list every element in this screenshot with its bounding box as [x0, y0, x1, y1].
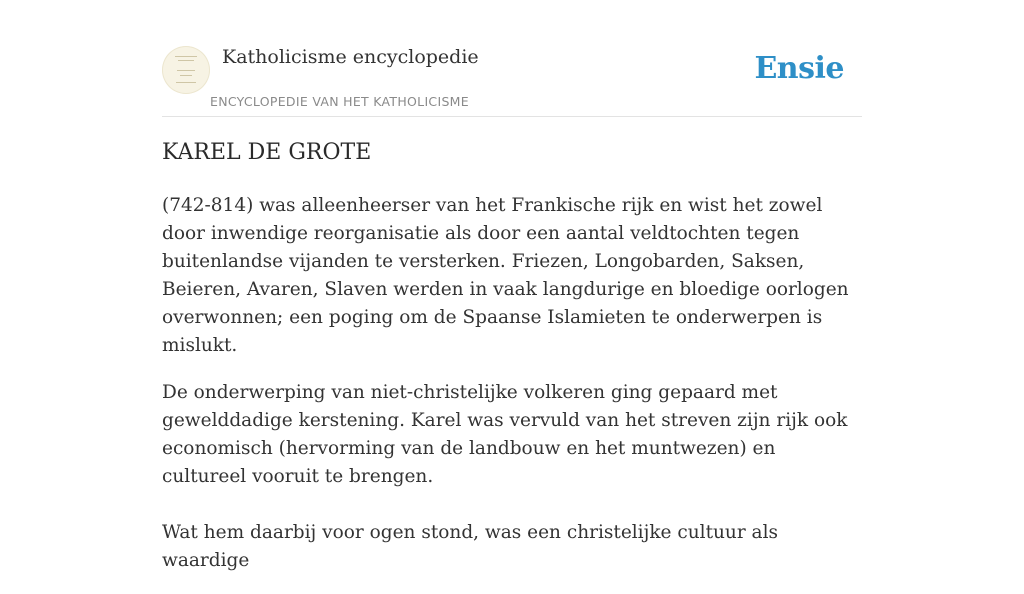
article-paragraph: (742-814) was alleenheerser van het Frankische rijk en wist het zowel door inwendige reorganisatie als door een aantal veldtochten tegen buitenlandse vijanden te versterken. Friezen, Longobarden, Saksen, Beieren, Avaren, Slaven werden in vaak langdurige en bloedige oorlogen overwonnen; een poging om de Spaanse Islamieten te onderwerpen is mislukt. — [162, 195, 849, 356]
article-paragraph: De onderwerping van niet-christelijke volkeren ging gepaard met gewelddadige kerstening. Karel was vervuld van het streven zijn rijk ook economisch (hervorming van de landbouw en het muntwezen) en cultureel vooruit te brengen. — [162, 382, 848, 487]
page — [162, 0, 862, 571]
ensie-logo-link[interactable]: Ensie — [754, 51, 844, 86]
article-paragraph: Wat hem daarbij voor ogen stond, was een christelijke cultuur als waardige — [162, 522, 778, 571]
article-body — [162, 192, 862, 594]
site-subtitle: ENCYCLOPEDIE VAN HET KATHOLICISME — [210, 94, 469, 109]
book-cover-icon[interactable] — [162, 46, 210, 94]
site-header — [162, 0, 862, 117]
site-title-link[interactable]: Katholicisme encyclopedie — [222, 46, 479, 68]
article-title: KAREL DE GROTE — [162, 140, 372, 165]
